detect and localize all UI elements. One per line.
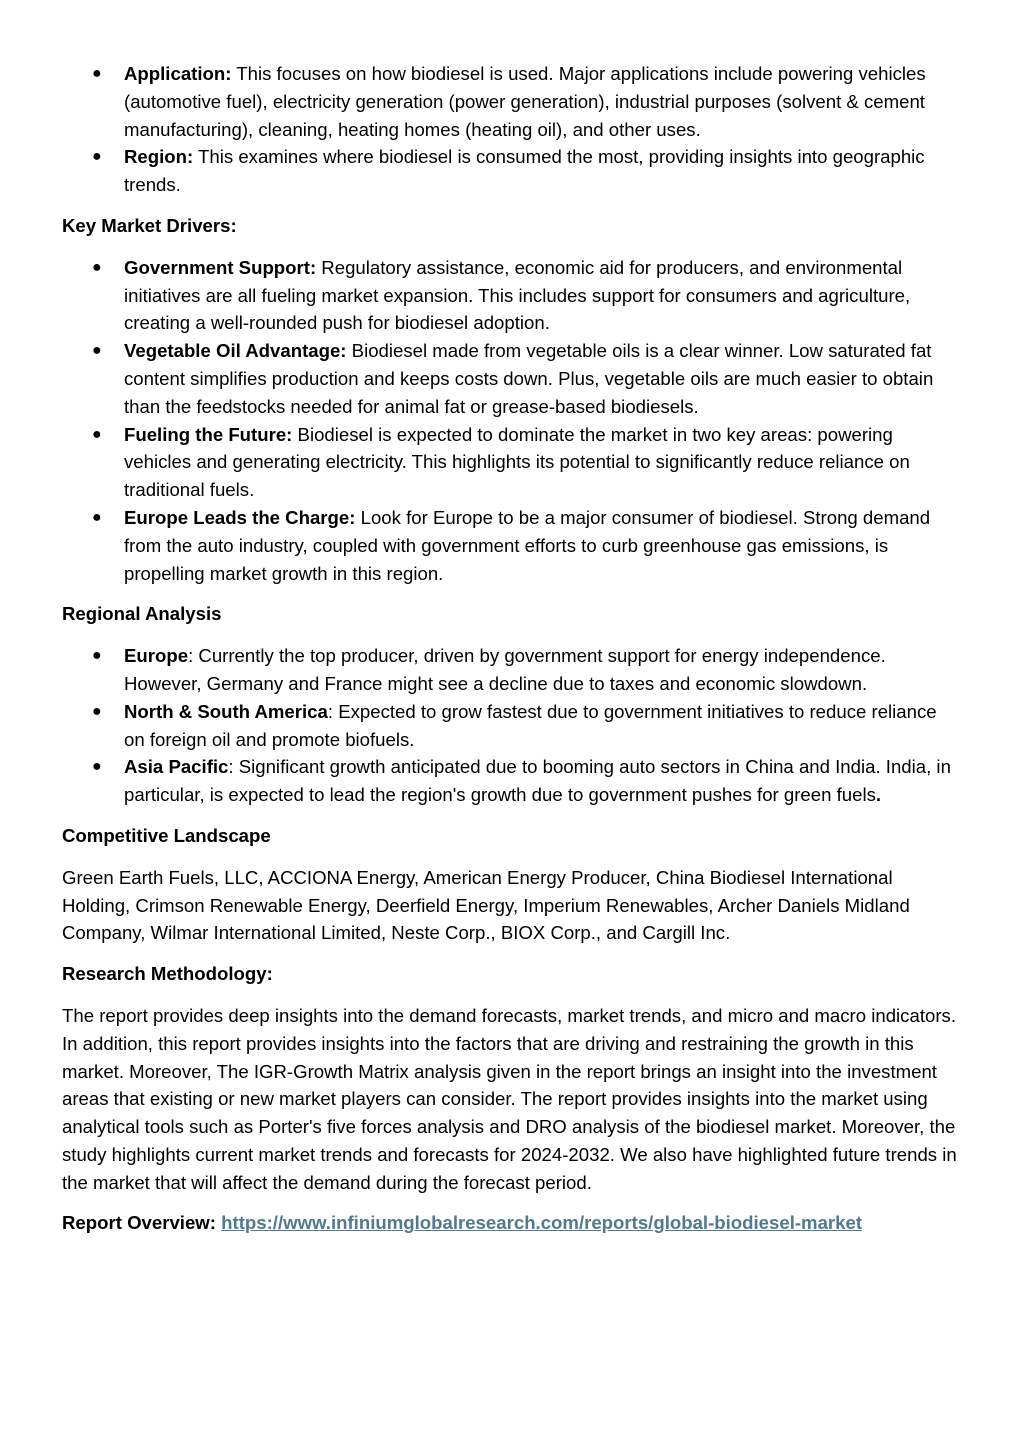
list-item-end: .: [875, 784, 882, 806]
bullet-icon: ●: [92, 508, 102, 526]
list-item-americas: [62, 698, 962, 754]
list-item-text: Regulatory assistance, economic aid for producers, and environmental initiatives are all fueling market expansion. This includes support for consumers and agriculture, creating a well-rounded push for biodiesel adoption.: [124, 256, 911, 334]
list-item-europe-leads: [62, 504, 962, 587]
segmentation-list: [62, 60, 962, 199]
bullet-icon: ●: [92, 758, 102, 776]
list-item-text: : Currently the top producer, driven by government support for energy independence. However, Germany and France might see a decline due to taxes and economic slowdown.: [124, 645, 886, 694]
list-item-text: Biodiesel made from vegetable oils is a clear winner. Low saturated fat content simplifies production and keeps costs down. Plus, vegetable oils are much easier to obtain than the feedstocks needed for animal fat or grease-based biodiesels.: [124, 340, 934, 417]
list-item-term: Europe Leads the Charge:: [124, 506, 356, 528]
list-item-text: Biodiesel is expected to dominate the market in two key areas: powering vehicles and generating electricity. This highlights its potential to significantly reduce reliance on traditional fuels.: [124, 423, 910, 501]
report-overview-label: Report Overview:: [62, 1212, 216, 1234]
list-item-fueling-future: [62, 421, 962, 504]
research-methodology-text: The report provides deep insights into the demand forecasts, market trends, and micro and macro indicators. In addition, this report provides insights into the factors that are driving and restraining the growth in this market. Moreover, The IGR-Growth Matrix analysis given in the report brings an insight into the investment areas that existing or new market players can consider. The report provides insights into the market using analytical tools such as Porter's five forces analysis and DRO analysis of the biodiesel market. Moreover, the study highlights current market trends and forecasts for 2024-2032. We also have highlighted future trends in the market that will affect the demand during the forecast period.: [62, 1004, 957, 1193]
drivers-list: [62, 254, 962, 588]
list-item-asia-pacific: [62, 753, 962, 809]
bullet-icon: ●: [92, 258, 102, 276]
list-item-term: Application:: [124, 63, 232, 84]
bullet-icon: ●: [92, 425, 102, 443]
report-overview-link[interactable]: https://www.infiniumglobalresearch.com/reports/global-biodiesel-market: [221, 1212, 863, 1234]
list-item-term: Europe: [124, 645, 189, 667]
list-item-text: : Expected to grow fastest due to government initiatives to reduce reliance on foreign oil and promote biofuels.: [124, 700, 937, 750]
list-item-region: [62, 143, 962, 199]
bullet-icon: ●: [92, 148, 102, 166]
competitive-landscape-text: Green Earth Fuels, LLC, ACCIONA Energy, American Energy Producer, China Biodiesel International Holding, Crimson Renewable Energy, Deerfield Energy, Imperium Renewables, Archer Daniels Midland Company, Wilmar International Limited, Neste Corp., BIOX Corp., and Cargill Inc.: [62, 866, 910, 944]
bullet-icon: ●: [92, 65, 102, 82]
regional-list: [62, 642, 962, 809]
list-item-text: This focuses on how biodiesel is used. Major applications include powering vehicles (automotive fuel), electricity generation (power generation), industrial purposes (solvent & cement manufacturing), cleaning, heating homes (heating oil), and other uses.: [124, 63, 926, 140]
report-overview: [62, 1209, 962, 1237]
bullet-icon: ●: [92, 342, 102, 360]
key-market-drivers-heading: Key Market Drivers:: [62, 214, 237, 236]
bullet-icon: ●: [92, 702, 102, 720]
research-methodology-heading: Research Methodology:: [62, 963, 273, 985]
competitive-landscape-heading: Competitive Landscape: [62, 824, 271, 846]
list-item-application: [62, 60, 962, 143]
list-item-vegetable-oil: [62, 337, 962, 420]
regional-analysis-heading: Regional Analysis: [62, 603, 222, 625]
list-item-europe: [62, 642, 962, 698]
list-item-government-support: [62, 254, 962, 337]
list-item-term: North & South America: [124, 700, 328, 722]
document-page: [62, 60, 962, 1237]
list-item-text: : Significant growth anticipated due to booming auto sectors in China and India. India, in particular, is expected to lead the region's growth due to government pushes for green fuels: [124, 756, 951, 806]
bullet-icon: ●: [92, 647, 102, 665]
list-item-term: Asia Pacific: [124, 756, 229, 778]
list-item-term: Region:: [124, 146, 194, 168]
list-item-text: Look for Europe to be a major consumer of biodiesel. Strong demand from the auto industry, coupled with government efforts to curb greenhouse gas emissions, is propelling market growth in this region.: [124, 506, 931, 584]
list-item-term: Fueling the Future:: [124, 423, 293, 445]
list-item-text: This examines where biodiesel is consumed the most, providing insights into geographic trends.: [124, 146, 925, 196]
list-item-term: Government Support:: [124, 256, 317, 278]
list-item-term: Vegetable Oil Advantage:: [124, 340, 347, 362]
